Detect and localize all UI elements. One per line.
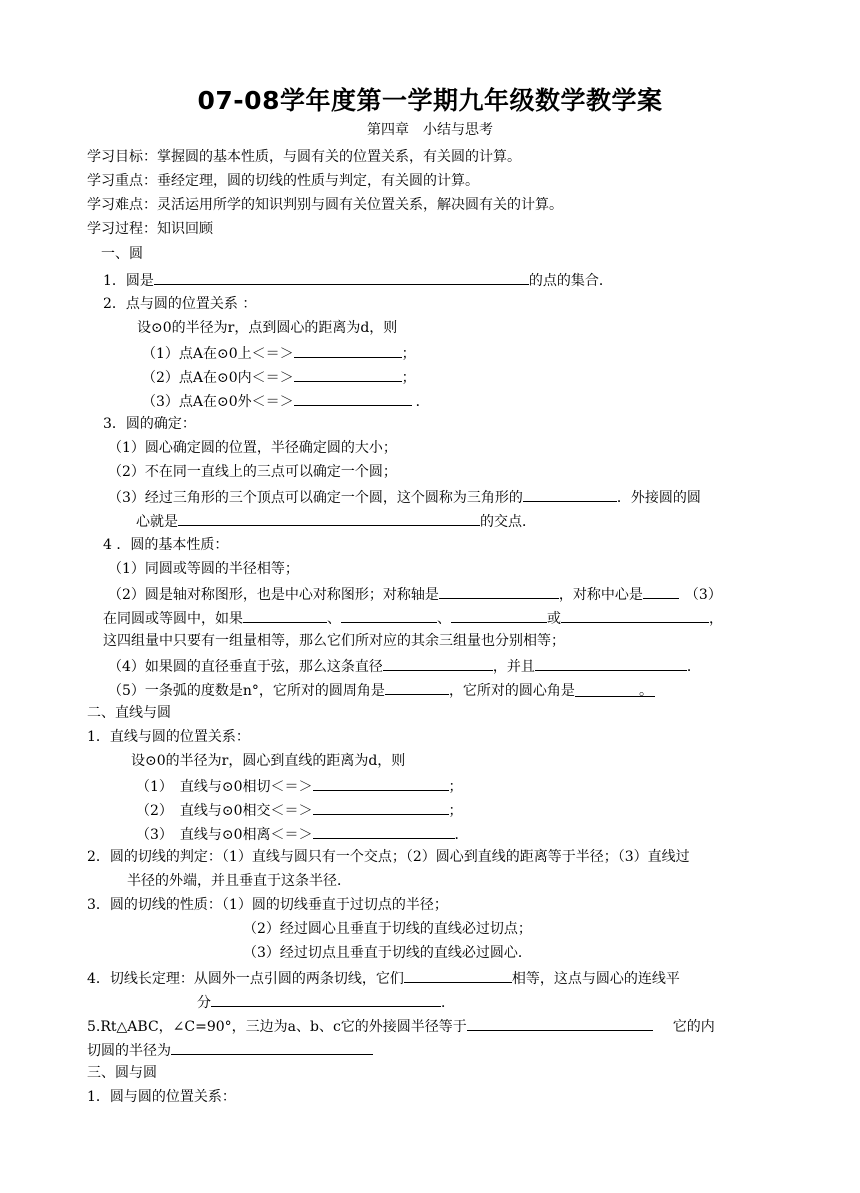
chapter-subtitle: 第四章 小结与思考	[367, 122, 493, 138]
punctuation: ；	[448, 803, 463, 819]
fill-item	[136, 775, 463, 797]
answer-blank[interactable]	[154, 269, 529, 285]
answer-blank[interactable]	[404, 967, 512, 983]
item-text: （4）如果圆的直径垂直于弦，那么这条直径	[108, 659, 383, 675]
answer-blank[interactable]	[341, 607, 437, 623]
answer-blank[interactable]	[439, 583, 559, 599]
item-text: ，并且	[492, 659, 535, 675]
fill-item	[103, 607, 723, 629]
punctuation: ．	[415, 394, 430, 410]
learning-focus: 学习重点：垂经定理，圆的切线的性质与判定，有关圆的计算。	[87, 173, 479, 189]
item-text: 4．切线长定理：从圆外一点引圆的两条切线，它们	[87, 971, 404, 987]
answer-blank[interactable]	[313, 775, 449, 791]
answer-blank[interactable]	[211, 991, 441, 1007]
item-text: 1．圆是	[103, 273, 154, 289]
item-text: ，对称中心是	[558, 587, 643, 603]
punctuation: ．	[686, 659, 701, 675]
item-intro: 设⊙0的半径为r，点到圆心的距离为d，则	[137, 320, 398, 336]
item-text: （3）经过三角形的三个顶点可以确定一个圆，这个圆称为三角形的	[108, 490, 523, 506]
list-item: （1）同圆或等圆的半径相等；	[108, 561, 299, 577]
learning-difficulty: 学习难点：灵活运用所学的知识判别与圆有关位置关系，解决圆有关的计算。	[87, 197, 563, 213]
section-heading: 二、直线与圆	[87, 705, 171, 721]
fill-item	[87, 967, 680, 989]
section-heading: 三、圆与圆	[87, 1065, 157, 1081]
list-item: （3）经过切点且垂直于切线的直线必过圆心．	[243, 945, 532, 961]
item-text: 的点的集合．	[528, 273, 613, 289]
learning-objective: 学习目标：掌握圆的基本性质，与圆有关的位置关系，有关圆的计算。	[87, 149, 521, 165]
answer-blank[interactable]	[561, 607, 709, 623]
fill-item	[108, 486, 701, 508]
item-text: 它的内	[672, 1019, 715, 1035]
item-text: （2） 直线与⊙0相交＜＝＞	[136, 803, 313, 819]
item-text: （3） 直线与⊙0相离＜＝＞	[136, 827, 313, 843]
punctuation: 。	[638, 683, 653, 699]
punctuation: 、	[327, 611, 341, 627]
item-heading: 2．点与圆的位置关系 ：	[103, 296, 257, 312]
answer-blank[interactable]	[467, 1015, 653, 1031]
fill-item	[136, 510, 536, 532]
item-text: 的交点．	[480, 514, 536, 530]
fill-item	[142, 342, 416, 364]
item-text: 分	[197, 995, 211, 1011]
answer-blank[interactable]	[575, 681, 655, 697]
answer-blank[interactable]	[171, 1039, 373, 1055]
fill-item	[108, 583, 722, 605]
fill-item	[108, 655, 701, 677]
list-item: 2．圆的切线的判定：（1）直线与圆只有一个交点；（2）圆心到直线的距离等于半径；（3）直线过	[87, 849, 690, 865]
item-definition	[103, 269, 613, 291]
item-text: 切圆的半径为	[87, 1043, 171, 1059]
list-item: 这四组量中只要有一组量相等，那么它们所对应的其余三组量也分别相等；	[103, 633, 565, 649]
answer-blank[interactable]	[243, 607, 327, 623]
item-text: （2）点A在⊙0内＜＝＞	[142, 370, 294, 386]
answer-blank[interactable]	[178, 510, 480, 526]
punctuation: 、	[437, 611, 451, 627]
answer-blank[interactable]	[313, 799, 449, 815]
answer-blank[interactable]	[535, 655, 687, 671]
fill-item	[136, 823, 469, 845]
answer-blank[interactable]	[383, 655, 493, 671]
punctuation: ；	[401, 370, 416, 386]
item-text: 相等，这点与圆心的连线平	[511, 971, 680, 987]
list-item: 半径的外端，并且垂直于这条半径．	[127, 873, 351, 889]
item-text: （3）点A在⊙0外＜＝＞	[142, 394, 294, 410]
page-title: 07-08学年度第一学期九年级数学教学案	[197, 86, 663, 115]
punctuation: ．	[454, 827, 469, 843]
item-heading: 1．圆与圆的位置关系：	[87, 1089, 236, 1105]
item-heading: 3．圆的确定：	[103, 416, 196, 432]
item-text: 5.Rt△ABC，∠C=90°，三边为a、b、c它的外接圆半径等于	[87, 1019, 467, 1035]
list-item: （1）圆心确定圆的位置，半径确定圆的大小；	[108, 440, 397, 456]
fill-item	[142, 390, 430, 412]
fill-item	[87, 1015, 715, 1037]
answer-blank[interactable]	[523, 486, 617, 502]
item-text: （1） 直线与⊙0相切＜＝＞	[136, 779, 313, 795]
fill-item	[108, 679, 655, 701]
item-text: 或	[547, 611, 561, 627]
list-item: （2）不在同一直线上的三点可以确定一个圆；	[108, 464, 397, 480]
list-item: 3．圆的切线的性质：（1）圆的切线垂直于过切点的半径；	[87, 897, 448, 913]
punctuation: ．	[441, 995, 455, 1011]
item-text: 心就是	[136, 514, 178, 530]
item-text: ．外接圆的圆	[616, 490, 701, 506]
list-item: （2）经过圆心且垂直于切线的直线必过切点；	[243, 921, 532, 937]
fill-item	[87, 1039, 373, 1061]
item-text: （3）	[684, 587, 722, 603]
punctuation: ；	[448, 779, 463, 795]
item-heading: 4 ．圆的基本性质：	[103, 537, 229, 553]
item-intro: 设⊙0的半径为r，圆心到直线的距离为d，则	[131, 753, 406, 769]
punctuation: ；	[401, 346, 416, 362]
item-text: （2）圆是轴对称图形，也是中心对称图形；对称轴是	[108, 587, 439, 603]
item-text: （1）点A在⊙0上＜＝＞	[142, 346, 294, 362]
item-heading: 1．直线与圆的位置关系：	[87, 729, 250, 745]
item-text: 在同圆或等圆中，如果	[103, 611, 243, 627]
answer-blank[interactable]	[294, 342, 402, 358]
item-text: （5）一条弧的度数是n°，它所对的圆周角是	[108, 683, 385, 699]
fill-item	[142, 366, 416, 388]
punctuation: ，	[709, 611, 723, 627]
section-heading: 一、圆	[101, 246, 143, 262]
fill-item	[136, 799, 463, 821]
answer-blank[interactable]	[294, 390, 412, 406]
answer-blank[interactable]	[294, 366, 402, 382]
fill-item	[197, 991, 455, 1013]
answer-blank[interactable]	[451, 607, 547, 623]
learning-process: 学习过程：知识回顾	[87, 221, 213, 237]
answer-blank[interactable]	[385, 679, 449, 695]
answer-blank[interactable]	[643, 583, 679, 599]
item-text: ，它所对的圆心角是	[448, 683, 575, 699]
answer-blank[interactable]	[313, 823, 455, 839]
